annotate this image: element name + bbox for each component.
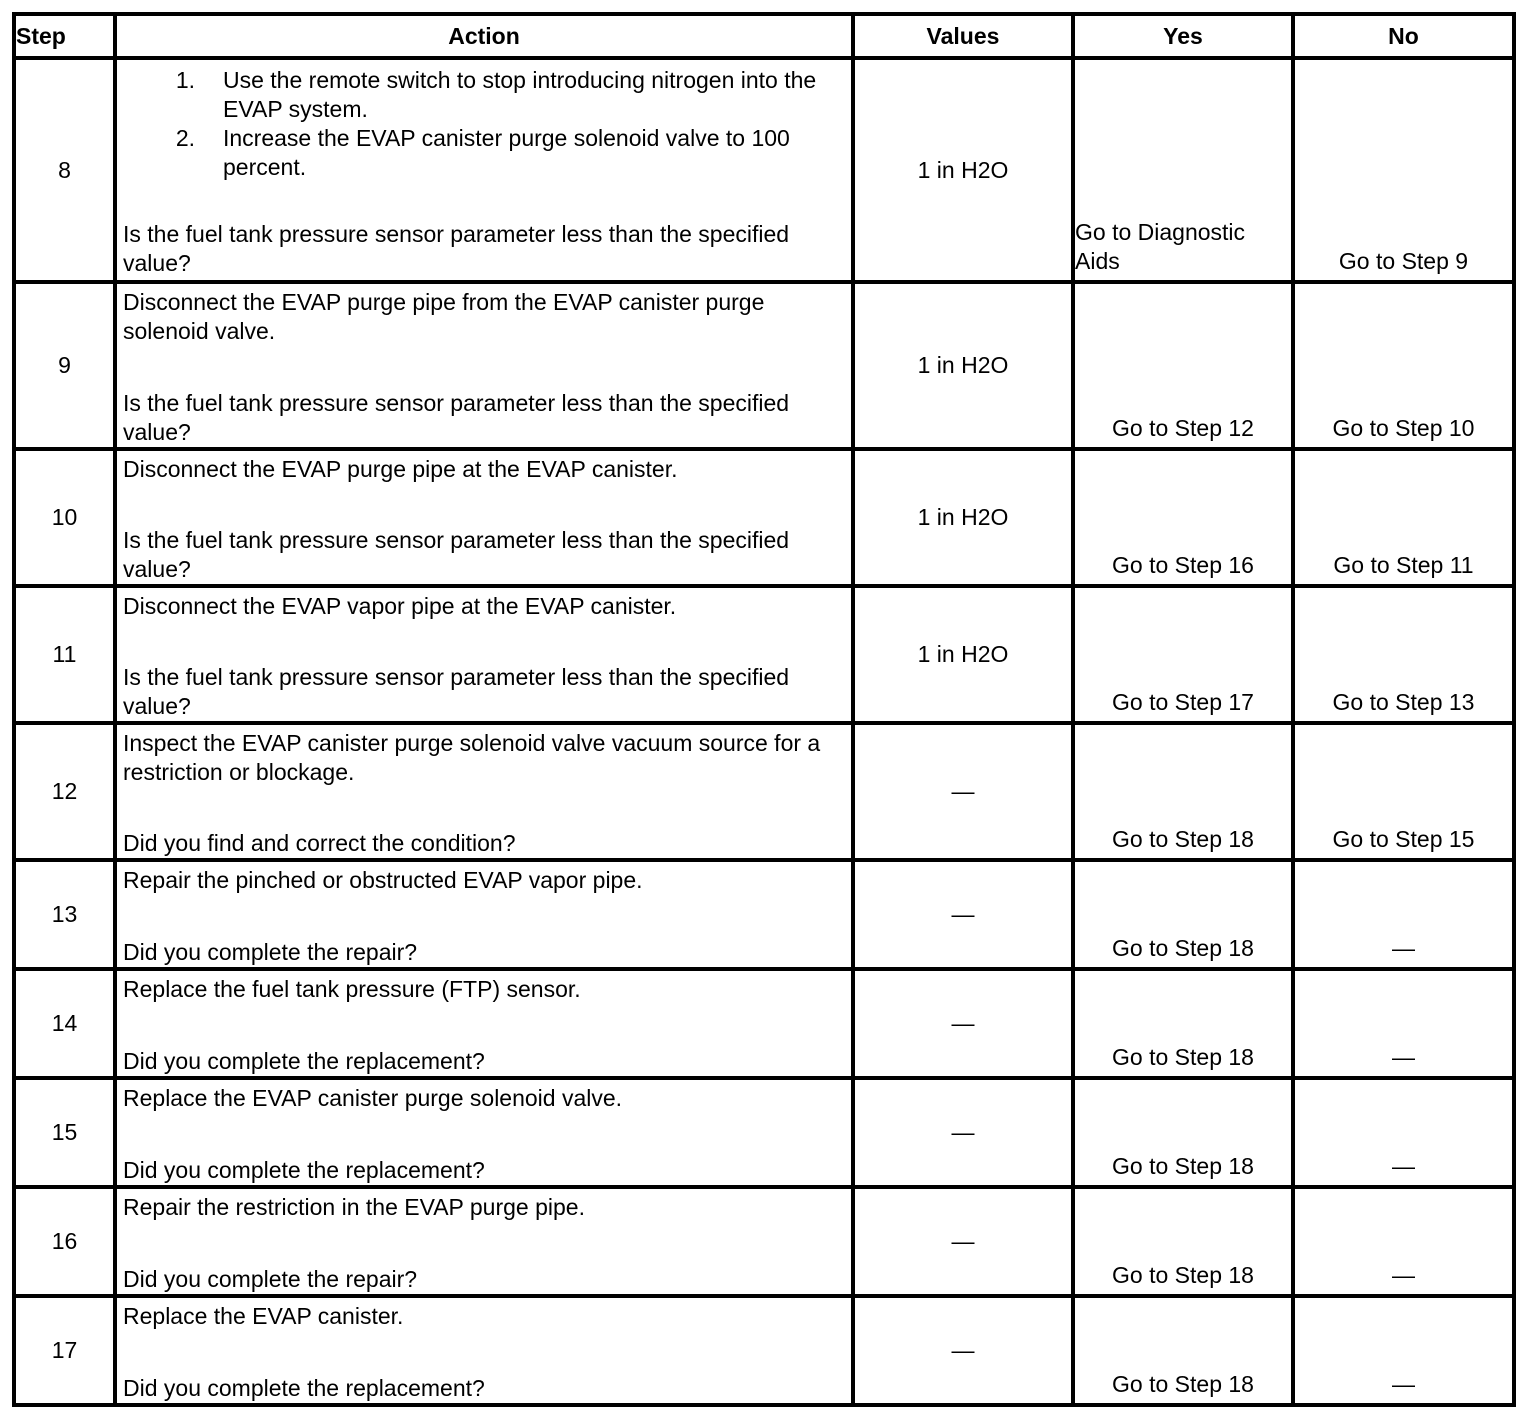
no-cell: Go to Step 15 <box>1293 723 1514 860</box>
value-cell: — <box>853 1078 1073 1187</box>
value-cell: 1 in H2O <box>853 58 1073 282</box>
action-steps-list <box>123 66 845 182</box>
yes-cell: Go to Diagnostic Aids <box>1073 58 1293 282</box>
table-row <box>14 586 1514 723</box>
value-cell: 1 in H2O <box>853 449 1073 586</box>
action-cell <box>115 282 853 449</box>
action-question: Is the fuel tank pressure sensor parameter less than the specified value? <box>123 527 790 582</box>
action-cell <box>115 969 853 1078</box>
action-question: Did you find and correct the condition? <box>123 830 516 856</box>
header-values: Values <box>853 14 1073 58</box>
action-question: Did you complete the replacement? <box>123 1048 485 1074</box>
step-number: 14 <box>14 969 115 1078</box>
no-cell: — <box>1293 1078 1514 1187</box>
yes-cell: Go to Step 12 <box>1073 282 1293 449</box>
table-row <box>14 58 1514 282</box>
step-number: 10 <box>14 449 115 586</box>
action-text: Repair the restriction in the EVAP purge pipe. <box>123 1194 585 1220</box>
no-cell: — <box>1293 1296 1514 1405</box>
action-text: Replace the EVAP canister. <box>123 1303 404 1329</box>
action-question: Is the fuel tank pressure sensor parameter less than the specified value? <box>123 221 790 276</box>
action-cell <box>115 723 853 860</box>
action-cell <box>115 860 853 969</box>
action-question: Did you complete the repair? <box>123 939 418 965</box>
header-action: Action <box>115 14 853 58</box>
step-number: 12 <box>14 723 115 860</box>
yes-cell: Go to Step 18 <box>1073 860 1293 969</box>
list-item <box>123 124 845 182</box>
action-text: Replace the fuel tank pressure (FTP) sensor. <box>123 976 581 1002</box>
action-cell <box>115 586 853 723</box>
yes-cell: Go to Step 18 <box>1073 723 1293 860</box>
diagnostic-table <box>12 12 1516 1407</box>
step-number: 16 <box>14 1187 115 1296</box>
table-row <box>14 449 1514 586</box>
action-text: Disconnect the EVAP vapor pipe at the EVAP canister. <box>123 593 677 619</box>
action-question: Did you complete the replacement? <box>123 1375 485 1401</box>
action-question: Is the fuel tank pressure sensor parameter less than the specified value? <box>123 390 790 445</box>
action-cell <box>115 449 853 586</box>
no-cell: — <box>1293 1187 1514 1296</box>
action-cell <box>115 1296 853 1405</box>
value-cell: — <box>853 723 1073 860</box>
table-row <box>14 969 1514 1078</box>
table-row <box>14 1296 1514 1405</box>
no-cell: — <box>1293 860 1514 969</box>
value-cell: — <box>853 1187 1073 1296</box>
action-cell <box>115 1078 853 1187</box>
header-row <box>14 14 1514 58</box>
yes-cell: Go to Step 18 <box>1073 969 1293 1078</box>
value-cell: 1 in H2O <box>853 282 1073 449</box>
step-number: 17 <box>14 1296 115 1405</box>
no-cell: Go to Step 10 <box>1293 282 1514 449</box>
action-question: Did you complete the replacement? <box>123 1157 485 1183</box>
value-cell: — <box>853 1296 1073 1405</box>
list-item-number: 2. <box>175 125 195 151</box>
step-number: 9 <box>14 282 115 449</box>
value-cell: — <box>853 969 1073 1078</box>
action-question: Did you complete the repair? <box>123 1266 418 1292</box>
header-yes: Yes <box>1073 14 1293 58</box>
action-text: Repair the pinched or obstructed EVAP vapor pipe. <box>123 867 643 893</box>
table-row <box>14 1078 1514 1187</box>
table-row <box>14 723 1514 860</box>
action-text: Inspect the EVAP canister purge solenoid valve vacuum source for a restriction or blockage. <box>123 730 821 785</box>
action-text: Disconnect the EVAP purge pipe at the EVAP canister. <box>123 456 678 482</box>
action-cell <box>115 1187 853 1296</box>
step-number: 13 <box>14 860 115 969</box>
action-cell <box>115 58 853 282</box>
no-cell: Go to Step 11 <box>1293 449 1514 586</box>
header-step: Step <box>14 14 115 58</box>
no-cell: Go to Step 9 <box>1293 58 1514 282</box>
yes-cell: Go to Step 18 <box>1073 1296 1293 1405</box>
yes-cell: Go to Step 18 <box>1073 1187 1293 1296</box>
list-item-text: Use the remote switch to stop introducing nitrogen into the EVAP system. <box>223 67 817 122</box>
action-text: Replace the EVAP canister purge solenoid valve. <box>123 1085 623 1111</box>
yes-cell: Go to Step 17 <box>1073 586 1293 723</box>
table-row <box>14 860 1514 969</box>
list-item <box>123 66 845 124</box>
no-cell: Go to Step 13 <box>1293 586 1514 723</box>
step-number: 8 <box>14 58 115 282</box>
list-item-number: 1. <box>175 67 195 93</box>
action-question: Is the fuel tank pressure sensor parameter less than the specified value? <box>123 664 790 719</box>
header-no: No <box>1293 14 1514 58</box>
no-cell: — <box>1293 969 1514 1078</box>
table-row <box>14 282 1514 449</box>
table-row <box>14 1187 1514 1296</box>
yes-cell: Go to Step 18 <box>1073 1078 1293 1187</box>
step-number: 15 <box>14 1078 115 1187</box>
value-cell: — <box>853 860 1073 969</box>
value-cell: 1 in H2O <box>853 586 1073 723</box>
action-text: Disconnect the EVAP purge pipe from the EVAP canister purge solenoid valve. <box>123 289 765 344</box>
yes-cell: Go to Step 16 <box>1073 449 1293 586</box>
step-number: 11 <box>14 586 115 723</box>
list-item-text: Increase the EVAP canister purge solenoid valve to 100 percent. <box>223 125 790 180</box>
